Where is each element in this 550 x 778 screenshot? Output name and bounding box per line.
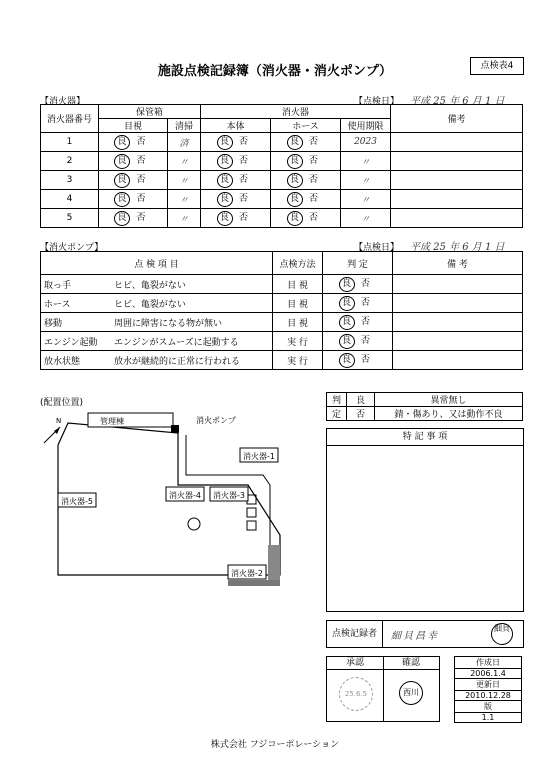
ok-mark-hose: 良	[287, 154, 303, 169]
pump-item-cell	[41, 275, 273, 294]
ext-storage-visual	[99, 133, 168, 152]
ext-hose	[271, 171, 341, 190]
header-body: 本体	[201, 119, 271, 133]
pump-item: 取っ手	[44, 280, 72, 291]
rev-version-label: 版	[455, 701, 522, 713]
ok-mark-body: 良	[217, 154, 233, 169]
pump-table	[40, 251, 523, 370]
revision-table	[454, 656, 522, 723]
map-ext1-label: 消火器-1	[243, 452, 275, 461]
pump-item: 放水状態	[44, 356, 81, 367]
ext-cleaning: 済	[168, 133, 201, 152]
ok-mark: 良	[339, 277, 355, 292]
ok-mark: 良	[339, 315, 355, 330]
ext5-box	[58, 493, 96, 507]
ext-remarks	[391, 152, 523, 171]
equipment-box-3	[247, 521, 256, 530]
pump-desc: ヒビ、亀裂がない	[114, 280, 186, 291]
ng-mark-storage: 否	[136, 175, 146, 185]
legend-ng-desc: 錆・傷あり、又は動作不良	[375, 407, 523, 421]
pump-section-label: 【消火ポンプ】	[40, 243, 104, 253]
pump-remarks	[393, 313, 523, 332]
ng-mark: 否	[360, 336, 370, 346]
header-expiry: 使用期限	[341, 119, 391, 133]
extinguisher-table	[40, 104, 523, 228]
pump-remarks	[393, 351, 523, 370]
confirm-label: 確認	[383, 657, 439, 670]
ext-expiry: 〃	[341, 152, 391, 171]
approval-divider	[383, 670, 384, 721]
map-ext5-label: 消火器-5	[61, 497, 93, 506]
legend-ng: 否	[347, 407, 375, 421]
pump-date-label: 【点検日】	[354, 243, 400, 253]
extinguisher-date-value: 平成 25 年 6 月 1 日	[410, 96, 505, 107]
ng-mark-storage: 否	[136, 213, 146, 223]
pump-row	[41, 275, 523, 294]
ng-mark-body: 否	[239, 137, 249, 147]
north-arrow	[44, 427, 60, 443]
site-map	[38, 405, 288, 615]
pump-item: ホース	[44, 299, 71, 310]
pump-judge	[323, 275, 393, 294]
pump-header-remarks: 備 考	[393, 252, 523, 275]
ng-mark-hose: 否	[309, 213, 319, 223]
pump-row	[41, 332, 523, 351]
recorder-name: 細貝昌幸	[391, 631, 439, 642]
north-label: N	[56, 417, 62, 425]
rev-created-label: 作成日	[455, 657, 522, 669]
ext-hose	[271, 190, 341, 209]
confirm-seal: 西川	[399, 681, 423, 705]
ext4-box	[166, 487, 204, 501]
pump-method: 目 視	[273, 313, 323, 332]
ext-number: 1	[41, 133, 99, 152]
ng-mark-hose: 否	[309, 137, 319, 147]
ext1-box	[240, 448, 278, 462]
ok-mark: 良	[339, 334, 355, 349]
notes-box	[326, 428, 524, 612]
ext-cleaning: 〃	[168, 152, 201, 171]
legend-ok-desc: 異常無し	[375, 393, 523, 407]
ext2-box	[228, 565, 266, 579]
pump-remarks	[393, 332, 523, 351]
ng-mark: 否	[360, 355, 370, 365]
recorder-box	[326, 620, 524, 648]
ext-storage-visual	[99, 209, 168, 228]
ext-storage-visual	[99, 152, 168, 171]
pump-item-cell	[41, 313, 273, 332]
extinguisher-row	[41, 190, 523, 209]
pump-judge	[323, 313, 393, 332]
ng-mark: 否	[360, 317, 370, 327]
pump-row	[41, 294, 523, 313]
ok-mark-body: 良	[217, 192, 233, 207]
ng-mark: 否	[360, 279, 370, 289]
ok-mark: 良	[339, 353, 355, 368]
ng-mark-storage: 否	[136, 194, 146, 204]
rev-version: 1.1	[455, 713, 522, 723]
ok-mark-body: 良	[217, 135, 233, 150]
ext-body	[201, 190, 271, 209]
ext-body	[201, 209, 271, 228]
ok-mark-storage: 良	[114, 154, 130, 169]
pump-item-cell	[41, 294, 273, 313]
ext-remarks	[391, 190, 523, 209]
approve-label: 承認	[327, 657, 384, 670]
ext-cleaning: 〃	[168, 190, 201, 209]
extinguisher-date-label: 【点検日】	[354, 97, 400, 107]
pump-date-value: 平成 25 年 6 月 1 日	[410, 242, 505, 253]
ext-remarks	[391, 133, 523, 152]
pump-method: 実 行	[273, 351, 323, 370]
pump-marker	[171, 425, 179, 433]
extinguisher-row	[41, 171, 523, 190]
pump-desc: エンジンがスムーズに起動する	[114, 337, 239, 348]
legend-decide: 定	[327, 407, 347, 421]
header-remarks: 備考	[391, 105, 523, 133]
map-ext4-label: 消火器-4	[169, 491, 201, 500]
legend-table	[326, 392, 523, 421]
ng-mark: 否	[360, 298, 370, 308]
ng-mark-storage: 否	[136, 137, 146, 147]
pump-item: 移動	[44, 318, 63, 329]
ng-mark-body: 否	[239, 175, 249, 185]
ext-number: 4	[41, 190, 99, 209]
pump-remarks	[393, 275, 523, 294]
ng-mark-hose: 否	[309, 194, 319, 204]
rev-updated-label: 更新日	[455, 679, 522, 691]
pump-method: 実 行	[273, 332, 323, 351]
pond-circle	[188, 518, 200, 530]
rev-updated: 2010.12.28	[455, 691, 522, 701]
ng-mark-storage: 否	[136, 156, 146, 166]
ext-cleaning: 〃	[168, 209, 201, 228]
map-ext2-label: 消火器-2	[231, 569, 263, 578]
ng-mark-hose: 否	[309, 156, 319, 166]
map-building-label: 管理棟	[100, 417, 124, 426]
ext-number: 3	[41, 171, 99, 190]
approval-box	[326, 656, 440, 722]
ext-number: 2	[41, 152, 99, 171]
pump-method: 目 視	[273, 275, 323, 294]
ext-body	[201, 171, 271, 190]
pump-remarks	[393, 294, 523, 313]
ok-mark-storage: 良	[114, 173, 130, 188]
pump-desc: ヒビ、亀裂がない	[114, 299, 186, 310]
recorder-seal: 細貝	[491, 623, 513, 645]
extinguisher-row	[41, 152, 523, 171]
pump-item-cell	[41, 332, 273, 351]
approve-seal: 25.6.5	[339, 677, 373, 711]
ext-expiry: 〃	[341, 190, 391, 209]
header-cleaning: 清掃	[168, 119, 201, 133]
ok-mark-hose: 良	[287, 211, 303, 226]
ext-storage-visual	[99, 171, 168, 190]
recorder-label: 点検記録者	[327, 621, 383, 647]
ng-mark-body: 否	[239, 156, 249, 166]
pump-header-item: 点 検 項 目	[41, 252, 273, 275]
pump-item-cell	[41, 351, 273, 370]
pump-judge	[323, 332, 393, 351]
ext-remarks	[391, 171, 523, 190]
extinguisher-section-label: 【消火器】	[40, 97, 86, 107]
ext-expiry: 〃	[341, 209, 391, 228]
ok-mark-body: 良	[217, 211, 233, 226]
pump-judge	[323, 351, 393, 370]
ok-mark: 良	[339, 296, 355, 311]
ext-expiry: 〃	[341, 171, 391, 190]
ok-mark-hose: 良	[287, 135, 303, 150]
ext-hose	[271, 209, 341, 228]
ng-mark-body: 否	[239, 194, 249, 204]
map-pump-label: 消火ポンプ	[196, 416, 236, 425]
ng-mark-hose: 否	[309, 175, 319, 185]
pump-header-judge: 判 定	[323, 252, 393, 275]
ok-mark-storage: 良	[114, 135, 130, 150]
pump-desc: 周囲に障害になる物が無い	[114, 318, 223, 329]
map-ext3-label: 消火器-3	[213, 491, 245, 500]
company-name: 株式会社 フジコーポレーション	[210, 740, 340, 750]
ok-mark-body: 良	[217, 173, 233, 188]
pump-item: エンジン起動	[44, 337, 98, 348]
ext-storage-visual	[99, 190, 168, 209]
ext-body	[201, 133, 271, 152]
ok-mark-hose: 良	[287, 192, 303, 207]
notes-title: 特 記 事 項	[327, 429, 523, 446]
pump-header-method: 点検方法	[273, 252, 323, 275]
ext3-box	[210, 487, 248, 501]
pump-desc: 放水が継続的に正常に行われる	[114, 356, 241, 367]
pump-row	[41, 313, 523, 332]
extinguisher-row	[41, 133, 523, 152]
ok-mark-storage: 良	[114, 192, 130, 207]
layout-label: (配置位置)	[40, 398, 84, 408]
pump-judge	[323, 294, 393, 313]
ng-mark-body: 否	[239, 213, 249, 223]
pump-method: 目 視	[273, 294, 323, 313]
header-hose: ホース	[271, 119, 341, 133]
form-number: 点検表4	[470, 57, 524, 75]
header-number: 消火器番号	[41, 105, 99, 133]
header-visual: 目視	[99, 119, 168, 133]
pump-row	[41, 351, 523, 370]
ext-remarks	[391, 209, 523, 228]
hatched-area	[228, 580, 280, 586]
page-title: 施設点検記録簿（消火器・消火ポンプ）	[157, 64, 393, 79]
legend-ok: 良	[347, 393, 375, 407]
ext-body	[201, 152, 271, 171]
ext-expiry: 2023	[341, 133, 391, 152]
ext-number: 5	[41, 209, 99, 228]
header-storage: 保管箱	[99, 105, 201, 119]
rev-created: 2006.1.4	[455, 669, 522, 679]
equipment-box-2	[247, 508, 256, 517]
ext-hose	[271, 152, 341, 171]
ok-mark-hose: 良	[287, 173, 303, 188]
extinguisher-row	[41, 209, 523, 228]
ext-hose	[271, 133, 341, 152]
header-extinguisher: 消火器	[201, 105, 391, 119]
hatched-corner	[268, 545, 280, 580]
ok-mark-storage: 良	[114, 211, 130, 226]
legend-judge: 判	[327, 393, 347, 407]
ext-cleaning: 〃	[168, 171, 201, 190]
